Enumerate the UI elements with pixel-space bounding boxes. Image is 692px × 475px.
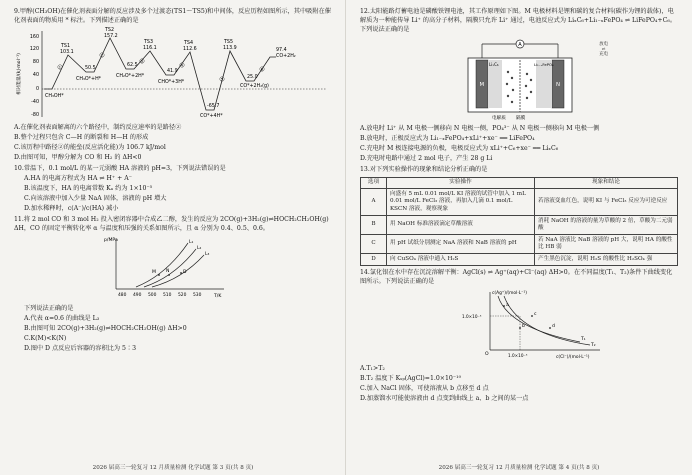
q9-option-b: B.整个过程只包含 C—H 的断裂和 H—H 的形成 [14, 133, 149, 141]
q14-point-label: d [552, 323, 555, 329]
q11-xticks [118, 292, 202, 298]
q11-curve-label: L₂ [197, 245, 202, 251]
row-result: 产生黑色沉淀，说明 H₂S 的酸性比 H₂SO₄ 强 [535, 254, 678, 266]
q11-curve-l3 [152, 255, 204, 287]
q11-option-a: A.代表 α=0.6 的曲线是 L₃ [24, 314, 100, 322]
q9-energy-path [44, 38, 276, 110]
q11-curve-l1 [136, 243, 188, 287]
q9-ytick: -80 [31, 112, 39, 118]
table-row [361, 235, 678, 254]
q12-stem: 12.太阳能路灯蓄电池是磷酸铁锂电池，其工作原理如下图。M 电极材料是锂和碳的复合材料(碳作为锂的载体)，电解质为一种能传导 Li⁺ 的高分子材料，隔膜只允许 Li⁺ 通过，电池反应式为 LiₓC₆+Li₁₋ₓFePO₄ ⇌ LiFePO₄+C₆。下列说法正确的是 [360, 8, 677, 33]
q12-electrolyte-label: 电解质 [492, 115, 506, 120]
q11-pressure-temperature-chart [96, 235, 236, 301]
q11-point-label: N [166, 268, 170, 274]
q9-state-energy: 116.1 [143, 45, 157, 51]
q12-separator-label: 隔膜 [516, 115, 526, 120]
q14-curve-label: T₂ [591, 342, 596, 348]
q10-option-b: B.该温度下，HA 的电离常数 Kₐ 约为 1×10⁻⁵ [24, 184, 153, 192]
q12-charge-arrows: 放电 ⇌ 充电 [599, 42, 608, 57]
q10-stem: 10.常温下，0.1 mol/L 的某一元弱酸 HA 溶液的 pH=3，下列说法错误的是 [14, 164, 226, 172]
q14-point-label: c [534, 311, 537, 317]
q14-ylabel: c(Ag⁺)/(mol·L⁻¹) [492, 290, 527, 296]
q12-option-d: D.充电时电路中通过 2 mol 电子，产生 28 g Li [360, 154, 493, 162]
q9-state-name: TS3 [144, 39, 154, 45]
q11-point-label: D [183, 269, 187, 275]
row-result: 若溶液变血红色，说明 KI 与 FeCl₃ 反应为可逆反应 [535, 189, 678, 216]
q9-state-name: CH₃OH* [45, 93, 64, 99]
q12-charge-label: 充电 [599, 51, 608, 57]
left-page-footer: 2026 届高三一轮复习 12 月质量检测 化学试题 第 3 页(共 8 页) [92, 464, 254, 471]
q14-stem: 14.氯化银在水中存在沉淀溶解平衡：AgCl(s) ⇌ Ag⁺(aq)+Cl⁻(aq) ΔH>0。在不同温度(T₁、T₂)条件下曲线变化图所示。下列说法正确的是 [360, 268, 673, 285]
q12-meter-label: A [518, 41, 522, 48]
q11-lead: 下列说法正确的是 [24, 304, 74, 312]
q13-stem: 13.对下列实验操作的现象和结论分析正确的是 [360, 165, 488, 173]
q14-xlabel: c(Cl⁻)/(mol·L⁻¹) [556, 354, 590, 360]
row-operation: 用 pH 试纸分别测定 NaA 溶液和 NaB 溶液的 pH [387, 235, 535, 254]
q9-ytick: -40 [31, 99, 39, 105]
q14-option-c: C.加入 NaCl 固体，可使溶液从 b 点移至 d 点 [360, 384, 489, 392]
question-13 [360, 166, 678, 266]
q11-xtick: 510 [163, 292, 172, 298]
q9-ylabel: 相对能量/(kJ·mol⁻¹) [17, 53, 22, 95]
q10-option-a: A.HA 的电离方程式为 HA ⇌ H⁺ + A⁻ [24, 174, 133, 182]
q11-ylabel: p/MPa [104, 237, 118, 243]
q12-discharge-label: 放电 [599, 42, 608, 47]
q9-state-energy: 103.1 [60, 49, 74, 55]
row-result: 消耗 NaOH 的溶液的量为草酸的 2 倍，草酸为二元弱酸 [535, 216, 678, 235]
question-11 [14, 216, 332, 354]
q9-state-energy: 113.9 [223, 45, 237, 51]
q12-right-material: Li₁₋ₓFePO₄ [534, 61, 554, 67]
q9-option-a: A.在催化剂表面解离的六个路径中，制约反应速率的是路径② [14, 123, 182, 131]
q12-electrode-m: M [479, 81, 485, 88]
q14-curve-t1 [498, 296, 580, 342]
q9-state-energy: 97.4 [276, 47, 287, 53]
q9-state-energy: 25.0 [247, 74, 258, 80]
q9-state-name: TS4 [184, 40, 194, 46]
q11-curve-l2 [144, 249, 196, 287]
row-option: D [361, 254, 387, 266]
q11-point-label: M [152, 269, 156, 275]
q11-xtick: 480 [118, 292, 127, 298]
q9-energy-diagram [14, 27, 332, 119]
table-row [361, 189, 678, 216]
question-9 [14, 8, 332, 163]
svg-text:3: 3 [140, 59, 143, 64]
q9-yticks [30, 34, 39, 118]
svg-text:2: 2 [100, 53, 103, 58]
q14-origin: O [485, 351, 489, 357]
q9-state-name: TS5 [224, 39, 234, 45]
q9-state-name: CH₃O*+H* [76, 76, 102, 82]
q11-xtick: 500 [148, 292, 157, 298]
row-option: C [361, 235, 387, 254]
q11-xtick: 530 [193, 292, 202, 298]
q14-curve-label: T₁ [581, 336, 586, 342]
q11-curve-label: L₃ [205, 251, 210, 257]
q9-labels [45, 27, 296, 119]
q11-xtick: 520 [178, 292, 187, 298]
q9-ytick: 0 [35, 86, 39, 92]
q9-state-energy: 62.5 [127, 62, 138, 68]
row-operation: 向 CuSO₄ 溶液中通入 H₂S [387, 254, 535, 266]
q14-option-a: A.T₁>T₂ [360, 364, 385, 372]
q12-left-material: LiₓC₆ [489, 61, 499, 67]
q14-option-d: D.加蒸馏水可能使溶液由 d 点变到曲线上 a、b 之间的某一点 [360, 394, 529, 402]
q9-ytick: 40 [32, 72, 39, 78]
q9-state-name: CO*+4H* [200, 113, 223, 119]
q11-xtick: 490 [133, 292, 142, 298]
question-12 [360, 8, 678, 164]
q9-state-energy: -65.7 [207, 103, 220, 109]
svg-text:5: 5 [220, 77, 223, 82]
question-10 [14, 165, 332, 214]
q14-solubility-chart [460, 288, 610, 360]
q11-xlabel: T/K [214, 293, 222, 299]
q12-option-a: A.放电时 Li⁺ 从 M 电极一侧移向 N 电极一侧，PO₄³⁻ 从 N 电极一侧移向 M 电极一侧 [360, 124, 600, 132]
table-row [361, 254, 678, 266]
q9-state-name: CHO*+3H* [158, 79, 185, 85]
q12-option-c: C.充电时 M 极连接电源的负极，电极反应式为 xLi⁺+C₆+xe⁻ ══ LiₓC₆ [360, 144, 559, 152]
q9-state-name: CO*+2H₂(g) [240, 83, 269, 89]
right-page [346, 0, 692, 475]
q14-curve-t2 [504, 296, 590, 345]
row-option: B [361, 216, 387, 235]
q9-ytick: 120 [29, 46, 39, 52]
col-header: 现象和结论 [535, 177, 678, 189]
row-operation: 用 NaOH 标准溶液滴定草酸溶液 [387, 216, 535, 235]
q11-curve-label: L₁ [189, 239, 194, 245]
row-result: 若 NaA 溶液比 NaB 溶液的 pH 大，说明 HA 的酸性比 HB 弱 [535, 235, 678, 254]
q12-option-b: B.放电时，正极反应式为 Li₁₋ₓFePO₄+xLi⁺+xe⁻ ══ LiFePO₄ [360, 134, 535, 142]
q9-state-name: TS2 [105, 27, 115, 33]
svg-text:1: 1 [58, 65, 61, 70]
right-page-footer: 2026 届高三一轮复习 12 月质量检测 化学试题 第 4 页(共 8 页) [438, 464, 600, 471]
q9-state-energy: 50.5 [85, 65, 96, 71]
col-header: 实验操作 [387, 177, 535, 189]
q9-state-energy: 41.9 [167, 68, 178, 74]
q11-option-d: D.图中 D 点反应后容器的容积比为 5∶3 [24, 344, 137, 352]
q9-ytick: 160 [29, 34, 39, 40]
table-row [361, 216, 678, 235]
q9-state-name: TS1 [61, 43, 71, 49]
q14-option-b: B.T₂ 温度下 Kₛₚ(AgCl)=1.0×10⁻¹⁰ [360, 374, 462, 382]
q9-state-energy: 157.2 [104, 33, 118, 39]
row-option: A [361, 189, 387, 216]
q9-ytick: 80 [32, 59, 39, 65]
q11-stem: 11.将 2 mol CO 和 3 mol H₂ 投入密闭容器中合成乙二醇，发生的反应为 2CO(g)+3H₂(g)⇌HOCH₂CH₂OH(g) ΔH，CO 的固定平衡转化率 α 与温度和压强的关系如图所示，且 α 分别为 0.4、0.5、0.6。 [14, 215, 329, 232]
q9-state-name: CO+2H₂ [276, 53, 296, 59]
q14-point-label: a [506, 302, 509, 308]
q10-option-c: C.向该溶液中加入少量 NaA 固体，溶液的 pH 增大 [24, 194, 167, 202]
svg-text:4: 4 [180, 63, 183, 68]
q9-state-name: CH₂O*+2H* [116, 73, 145, 79]
col-header: 选项 [361, 177, 387, 189]
q10-option-d: D.加水稀释时，c(A⁻)/c(HA) 减小 [24, 204, 119, 212]
q13-table [360, 177, 678, 266]
q9-stem: 9.甲醇(CH₃OH)在催化剂表面分解的反应涉及多个过渡态(TS1～TS5)和中间体，反应历程如图所示，其中吸附在催化剂表面的物质用 * 标注。下列描述正确的是 [14, 8, 331, 24]
q14-xtick: 1.0×10⁻⁵ [508, 352, 528, 358]
q9-option-d: D.由图可知，甲醇分解为 CO 和 H₂ 的 ΔH<0 [14, 153, 142, 161]
q11-option-b: B.由图可知 2CO(g)+3H₂(g)⇌HOCH₂CH₂OH(g) ΔH>0 [24, 324, 187, 332]
question-14 [360, 269, 678, 404]
svg-text:6: 6 [260, 67, 263, 72]
q11-option-c: C.K(M)<K(N) [24, 334, 67, 342]
q14-ytick: 1.0×10⁻⁵ [462, 313, 482, 319]
q9-option-c: C.该历程中路径②的能垒(反应活化能)为 106.7 kJ/mol [14, 143, 166, 151]
q14-point-label: b [522, 323, 525, 329]
q12-electrode-n: N [556, 81, 561, 88]
q9-state-energy: 112.6 [183, 46, 197, 52]
q12-cell-diagram [360, 36, 678, 120]
table-header-row [361, 177, 678, 189]
row-operation: 向盛有 5 mL 0.01 mol/L KI 溶液的试管中加入 1 mL 0.01 mol/L FeCl₃ 溶液，再加入几滴 0.1 mol/L KSCN 溶液，观察现象 [387, 189, 535, 216]
